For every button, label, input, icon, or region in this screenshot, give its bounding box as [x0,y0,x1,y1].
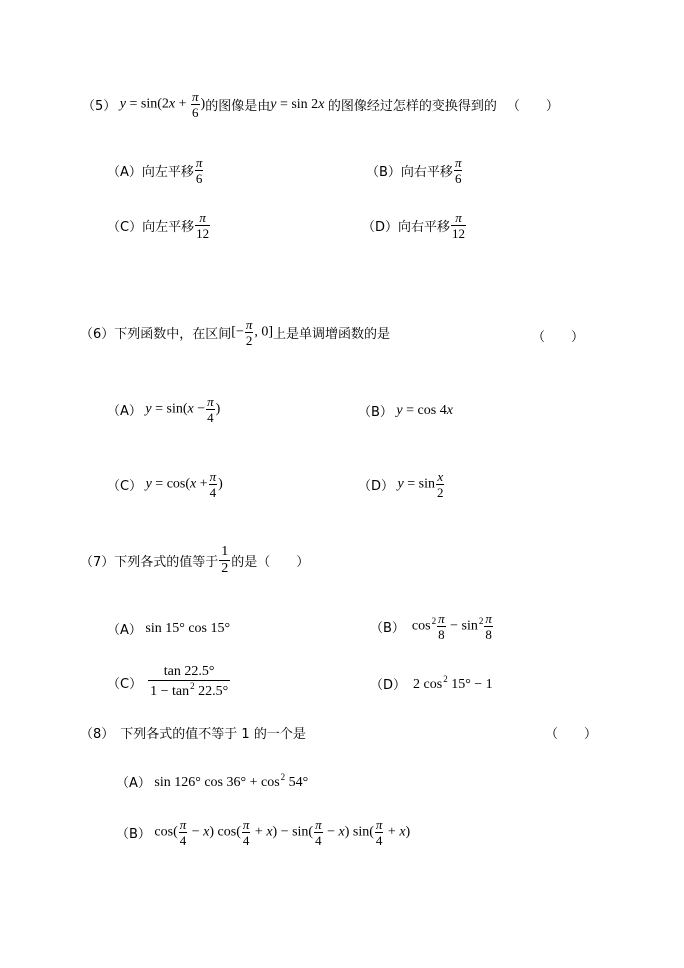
q5-option-d-text: 向右平移 [398,220,451,235]
q6-option-b[interactable] [358,401,453,420]
q7-option-a[interactable] [107,619,230,638]
q7-option-b-label: （B） [370,621,405,636]
q7-option-a-label: （A） [107,623,142,638]
q5-stem [82,90,559,119]
q5-number: （5） [82,99,117,114]
q5-option-c-label: （C） [107,220,143,235]
q5-option-d-label: （D） [362,220,399,235]
q7-option-c-label: （C） [107,676,143,692]
q5-option-a-label: （A） [107,165,142,180]
q6-stem [80,318,390,347]
q6-option-d-formula: y = sin $\frac{x}{2}$ [397,469,444,500]
q8-option-b-formula: cos( $\frac{\pi}{4}$ − x) cos( $\frac{\pi}{4}$ + x) − sin( $\frac{\pi}{4}$ − x) sin( $\frac{\pi}{4}$ + x) [150,817,411,848]
q7-option-d-label: （D） [370,678,407,693]
q5-option-b-text: 向右平移 [400,165,453,180]
q7-option-c-formula: $\frac{\tan 22.5^\circ}{1 - \tan^2 22.5^\circ}$ [150,664,229,699]
q6-stem-a: 下列函数中，在区间 [114,327,232,342]
q8-option-a-label: （A） [116,776,151,791]
q6-option-a[interactable] [107,395,220,424]
q5-option-b-label: （B） [366,165,401,180]
q6-answer-paren-wrap [532,326,584,345]
q5-option-b-value: $\frac{\pi}{6}$ [454,155,462,186]
q8-option-a-formula: sin 126° $\cos 36^\circ + \cos^2 54^\circ$ [150,772,309,790]
q5-formula-source: y = sin 2x [270,96,325,112]
q6-option-c-formula: y = cos(x + $\frac{\pi}{4}$ ) [145,469,223,500]
q5-stem-b: 的图像经过怎样的变换得到的 [327,99,497,114]
q5-formula-target: y = sin(2x + $\frac{\pi}{6}$ ) [119,89,206,120]
q6-option-d[interactable] [358,470,445,499]
q5-option-d[interactable] [362,211,467,240]
q8-stem-a: 下列各式的值不等于 1 的一个是 [120,727,306,742]
q7-option-d-formula: 2 $\cos^2 15^\circ - 1$ [406,674,493,692]
q7-option-b-formula: $\cos^2$ $\frac{\pi}{8}$ − $\sin^2$ $\frac{\pi}{8}$ [404,611,492,642]
q5-option-a-text: 向左平移 [141,165,194,180]
q5-option-a[interactable] [107,156,204,185]
q6-option-c[interactable] [107,470,223,499]
q6-option-d-label: （D） [358,479,395,494]
q7-option-d[interactable] [370,674,493,693]
q5-stem-a: 的图像是由 [205,99,271,114]
q7-option-a-formula: sin 15° cos 15° [141,620,231,636]
q6-option-a-label: （A） [107,404,142,419]
q8-stem [80,723,306,742]
q8-option-b[interactable] [116,818,410,847]
q7-number: （7） [80,555,115,570]
q5-option-a-value: $\frac{\pi}{6}$ [195,155,203,186]
q7-stem [80,545,309,576]
q6-option-a-formula: y = sin(x − $\frac{\pi}{4}$ ) [145,394,221,425]
q7-option-b[interactable] [370,612,494,641]
q5-option-b[interactable] [366,156,463,185]
q8-answer-paren: （ ） [545,727,598,742]
q5-option-c[interactable] [107,211,211,240]
q7-stem-b: 的是（ ） [231,555,310,570]
q6-number: （6） [80,327,115,342]
q6-stem-b: 上是单调增函数的是 [273,327,391,342]
q7-option-c[interactable] [107,665,231,699]
q6-option-b-label: （B） [358,405,393,420]
q5-answer-paren: （ ） [506,99,559,114]
q8-option-b-label: （B） [116,827,151,842]
q5-option-d-value: $\frac{\pi}{12}$ [452,210,466,241]
q5-option-c-text: 向左平移 [142,220,195,235]
q6-interval: [− $\frac{\pi}{2}$ , 0] [231,317,274,348]
q8-answer-paren-wrap [545,723,597,742]
q6-answer-paren: （ ） [532,330,585,345]
q6-option-c-label: （C） [107,479,143,494]
q8-number: （8） [80,727,115,742]
q6-option-b-formula: y = cos 4x [396,402,453,418]
q8-option-a[interactable] [116,772,308,791]
q7-stem-a: 下列各式的值等于 [114,555,219,570]
q5-option-c-value: $\frac{\pi}{12}$ [196,210,210,241]
q7-target-value: $\frac{1}{2}$ [221,544,229,576]
